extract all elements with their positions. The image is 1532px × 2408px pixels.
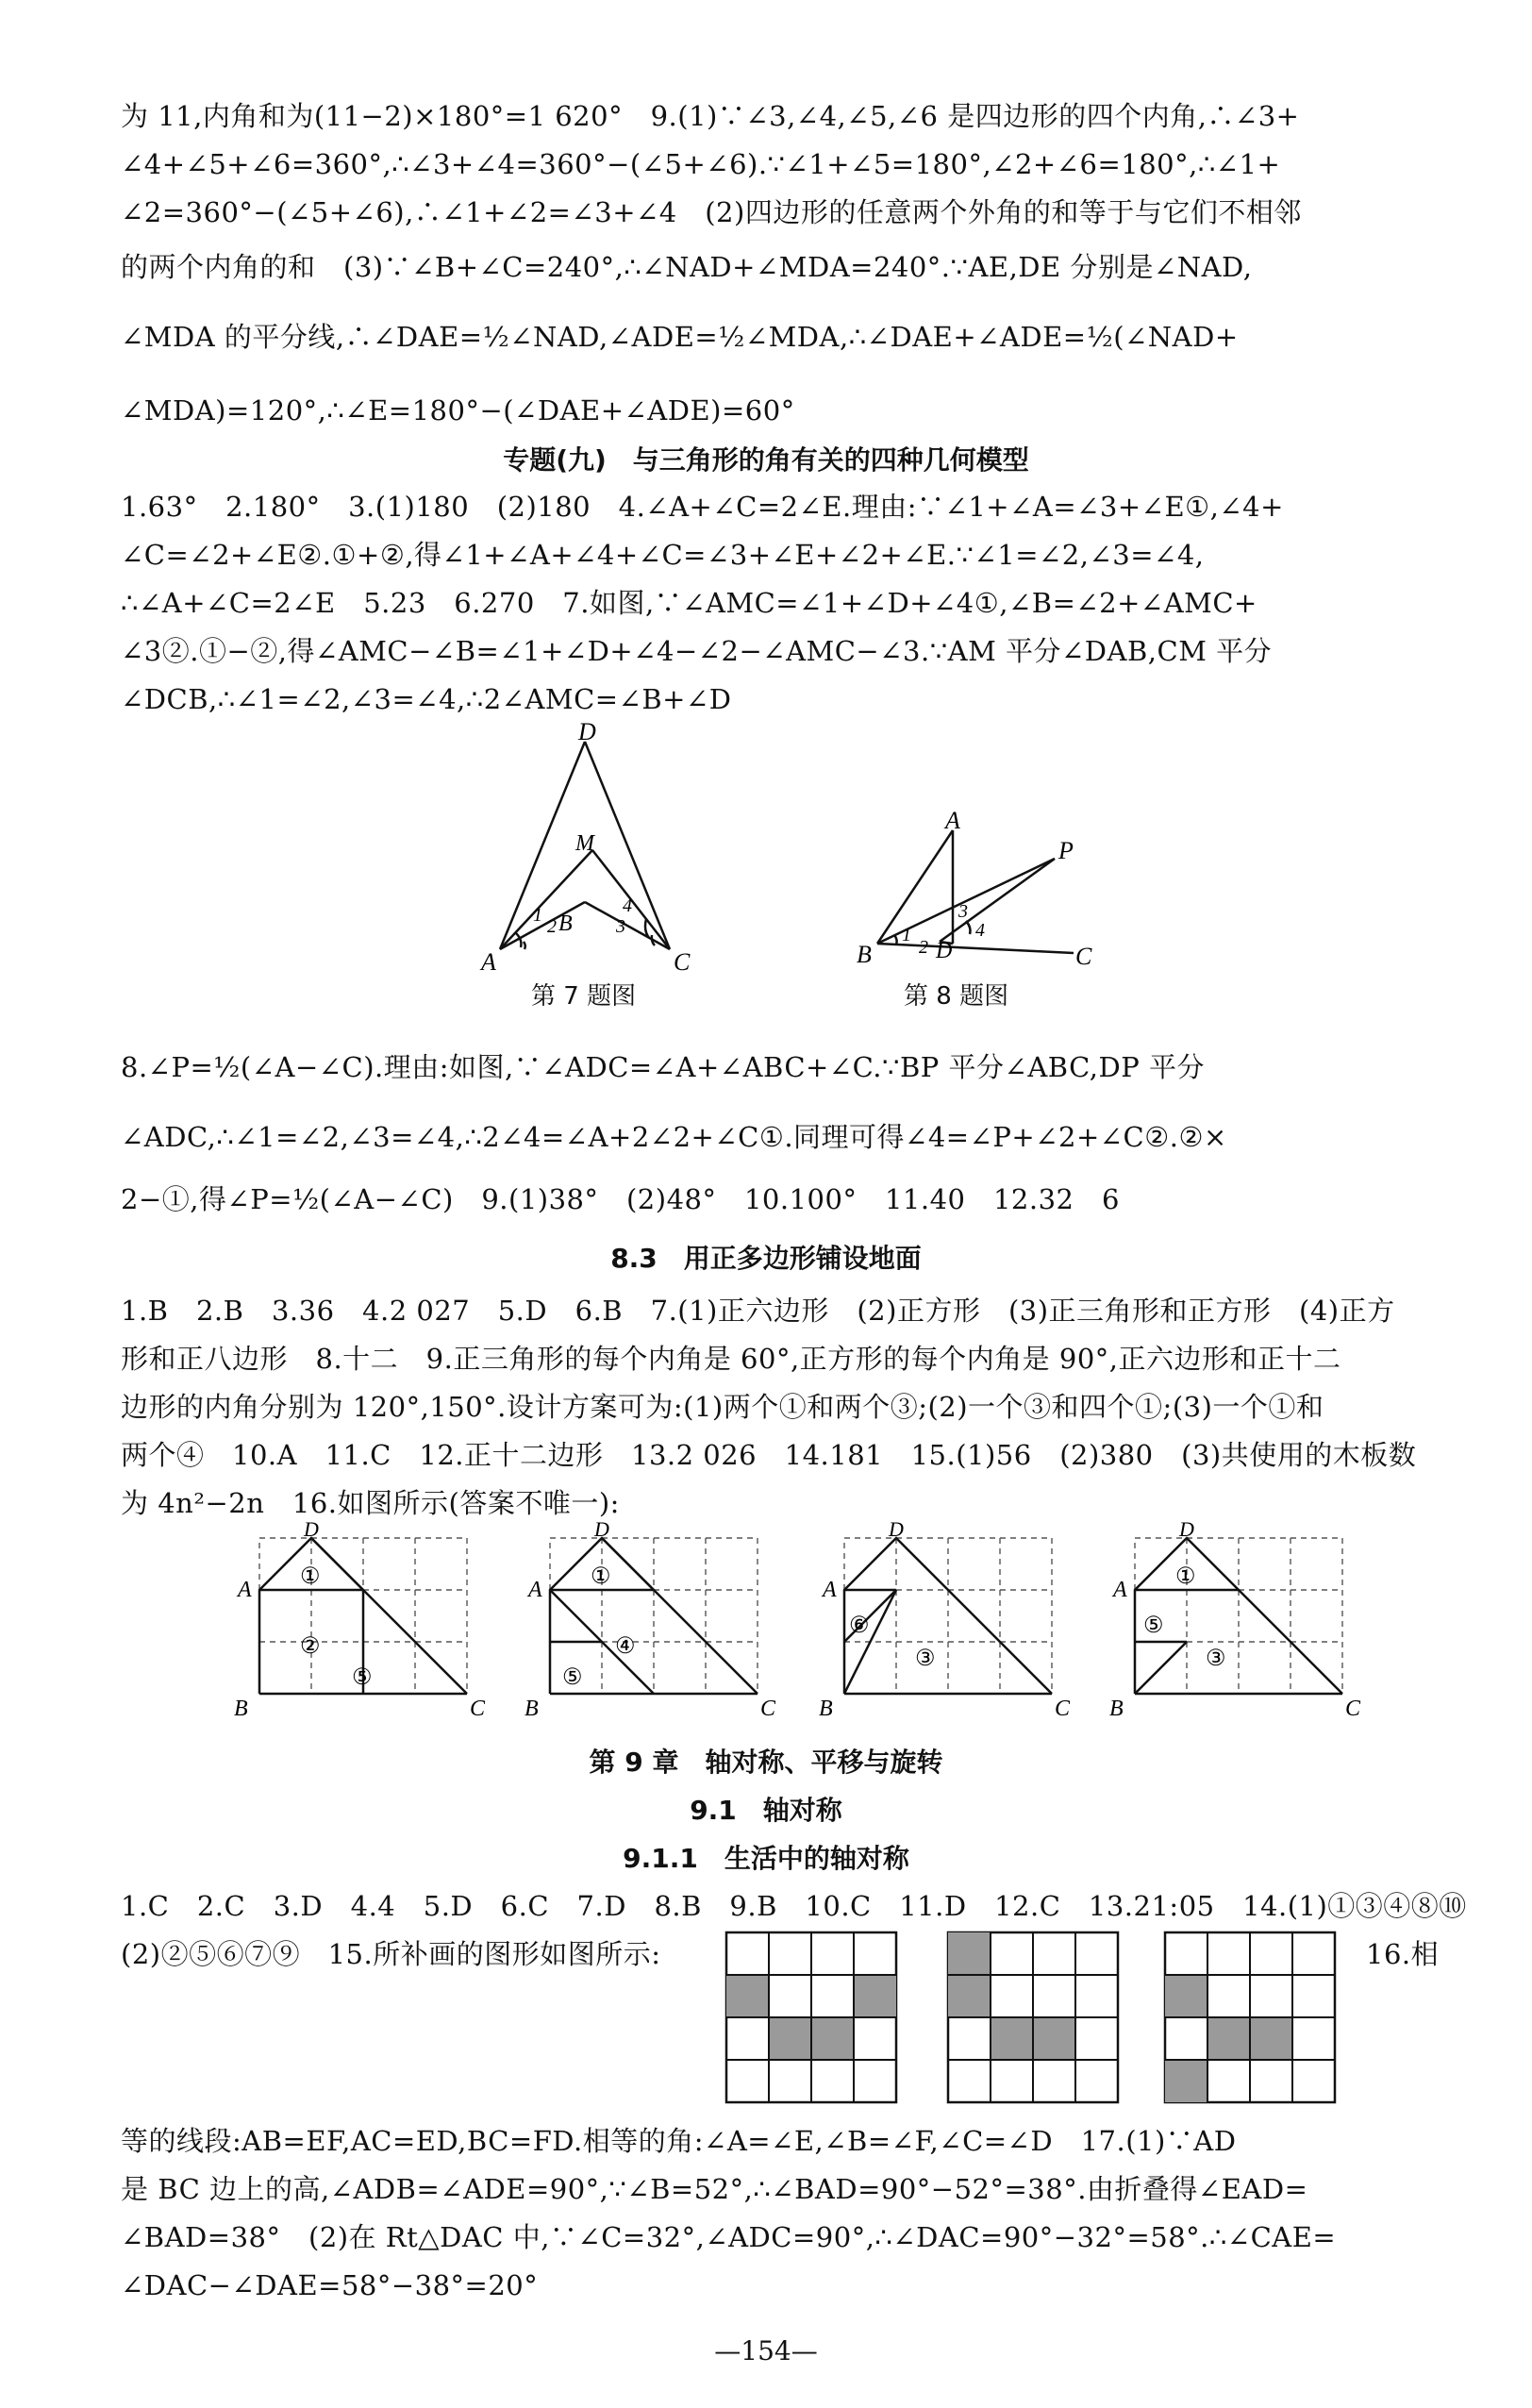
text-line: ∠2=360°−(∠5+∠6),∴∠1+∠2=∠3+∠4 (2)四边形的任意两个外角的和等于与它们不相邻 bbox=[121, 196, 1302, 228]
label-D: D bbox=[1179, 1517, 1194, 1541]
circle-number: ① bbox=[1175, 1564, 1196, 1589]
circle-number: ④ bbox=[615, 1634, 636, 1659]
label-B: B bbox=[857, 941, 872, 968]
text-line: 8.∠P=½(∠A−∠C).理由:如图,∵∠ADC=∠A+∠ABC+∠C.∵BP 平分∠ABC,DP 平分 bbox=[121, 1051, 1205, 1083]
circle-number: ① bbox=[300, 1564, 321, 1589]
label-C: C bbox=[760, 1697, 776, 1721]
section-title: 8.3 用正多边形铺设地面 bbox=[610, 1243, 922, 1274]
tiling-figures bbox=[226, 1517, 1361, 1727]
text-line: 是 BC 边上的高,∠ADB=∠ADE=90°,∵∠B=52°,∴∠BAD=90°−52°=38°.由折叠得∠EAD= bbox=[121, 2173, 1308, 2205]
circle-number: ⑤ bbox=[1143, 1614, 1164, 1638]
label-A: A bbox=[481, 948, 496, 976]
circle-number: ③ bbox=[1206, 1647, 1226, 1671]
text-line: ∠BAD=38° (2)在 Rt△DAC 中,∵∠C=32°,∠ADC=90°,∴∠DAC=90°−32°=58°.∴∠CAE= bbox=[121, 2221, 1337, 2253]
text-line: 1.C 2.C 3.D 4.4 5.D 6.C 7.D 8.B 9.B 10.C 11.D 12.C 13.21:05 14.(1)①③④⑧⑩ bbox=[121, 1890, 1467, 1922]
label-A: A bbox=[823, 1578, 837, 1602]
label-B: B bbox=[234, 1697, 248, 1721]
text-line: 1.63° 2.180° 3.(1)180 (2)180 4.∠A+∠C=2∠E.理由:∵∠1+∠A=∠3+∠E①,∠4+ bbox=[121, 491, 1284, 523]
label-C: C bbox=[470, 1697, 486, 1721]
fig8-caption: 第 8 题图 bbox=[904, 982, 1009, 1011]
text-line: ∠MDA)=120°,∴∠E=180°−(∠DAE+∠ADE)=60° bbox=[121, 394, 795, 426]
text-line: 边形的内角分别为 120°,150°.设计方案可为:(1)两个①和两个③;(2)一个③和四个①;(3)一个①和 bbox=[121, 1391, 1324, 1423]
angle-1: 1 bbox=[902, 925, 911, 945]
label-C: C bbox=[1345, 1697, 1361, 1721]
fig7-caption: 第 7 题图 bbox=[531, 982, 637, 1011]
text-line: ∠DAC−∠DAE=58°−38°=20° bbox=[121, 2269, 539, 2301]
angle-1: 1 bbox=[533, 905, 542, 926]
text-line: 的两个内角的和 (3)∵∠B+∠C=240°,∴∠NAD+∠MDA=240°.∵AE,DE 分别是∠NAD, bbox=[121, 251, 1253, 283]
circle-number: ② bbox=[300, 1634, 321, 1659]
text-line: ∠ADC,∴∠1=∠2,∠3=∠4,∴2∠4=∠A+2∠2+∠C①.同理可得∠4=∠P+∠2+∠C②.②× bbox=[121, 1121, 1227, 1153]
angle-2: 2 bbox=[547, 916, 557, 937]
label-B: B bbox=[558, 911, 573, 936]
text-line: 形和正八边形 8.十二 9.正三角形的每个内角是 60°,正方形的每个内角是 90°,正六边形和正十二 bbox=[121, 1343, 1341, 1375]
circle-number: ① bbox=[591, 1564, 611, 1589]
label-A: A bbox=[238, 1578, 252, 1602]
text-line: 等的线段:AB=EF,AC=ED,BC=FD.相等的角:∠A=∠E,∠B=∠F,∠C=∠D 17.(1)∵AD bbox=[121, 2125, 1237, 2157]
text-line: 为 4n²−2n 16.如图所示(答案不唯一): bbox=[121, 1487, 620, 1519]
circle-number: ③ bbox=[915, 1647, 936, 1671]
label-M: M bbox=[575, 831, 594, 856]
text-line: ∠MDA 的平分线,∴∠DAE=½∠NAD,∠ADE=½∠MDA,∴∠DAE+∠ADE=½(∠NAD+ bbox=[121, 321, 1239, 353]
text-line: 2−①,得∠P=½(∠A−∠C) 9.(1)38° (2)48° 10.100° 11.40 12.32 6 bbox=[121, 1183, 1120, 1215]
text-line: ∠3②.①−②,得∠AMC−∠B=∠1+∠D+∠4−∠2−∠AMC−∠3.∵AM 平分∠DAB,CM 平分 bbox=[121, 635, 1273, 667]
text-line: (2)②⑤⑥⑦⑨ 15.所补画的图形如图所示: bbox=[121, 1938, 661, 1970]
label-D: D bbox=[578, 718, 596, 745]
circle-number: ⑥ bbox=[849, 1614, 870, 1638]
symmetry-grids bbox=[726, 1932, 1340, 2112]
section-title: 9.1 轴对称 bbox=[690, 1795, 842, 1826]
label-A: A bbox=[945, 807, 960, 834]
label-D: D bbox=[594, 1517, 609, 1541]
angle-3: 3 bbox=[958, 901, 968, 922]
angle-2: 2 bbox=[919, 937, 928, 958]
label-C: C bbox=[674, 948, 691, 976]
text-line: 16.相 bbox=[1366, 1938, 1440, 1970]
label-D: D bbox=[936, 939, 953, 963]
label-P: P bbox=[1058, 837, 1074, 864]
text-line: 两个④ 10.A 11.C 12.正十二边形 13.2 026 14.181 15.(1)56 (2)380 (3)共使用的木板数 bbox=[121, 1439, 1417, 1471]
label-C: C bbox=[1055, 1697, 1071, 1721]
label-C: C bbox=[1075, 943, 1092, 970]
label-B: B bbox=[819, 1697, 833, 1721]
label-D: D bbox=[889, 1517, 904, 1541]
page-number: —154— bbox=[714, 2335, 818, 2366]
section-title: 9.1.1 生活中的轴对称 bbox=[623, 1843, 909, 1874]
figure-7 bbox=[481, 718, 726, 976]
label-A: A bbox=[1113, 1578, 1127, 1602]
label-D: D bbox=[304, 1517, 319, 1541]
text-line: 为 11,内角和为(11−2)×180°=1 620° 9.(1)∵∠3,∠4,∠5,∠6 是四边形的四个内角,∴∠3+ bbox=[121, 100, 1300, 132]
angle-3: 3 bbox=[616, 916, 625, 937]
section-title: 专题(九) 与三角形的角有关的四种几何模型 bbox=[503, 444, 1029, 476]
label-B: B bbox=[1109, 1697, 1124, 1721]
angle-4: 4 bbox=[623, 895, 632, 916]
text-line: ∠C=∠2+∠E②.①+②,得∠1+∠A+∠4+∠C=∠3+∠E+∠2+∠E.∵∠1=∠2,∠3=∠4, bbox=[121, 539, 1205, 571]
text-line: ∠DCB,∴∠1=∠2,∠3=∠4,∴2∠AMC=∠B+∠D bbox=[121, 683, 732, 715]
chapter-title: 第 9 章 轴对称、平移与旋转 bbox=[589, 1747, 943, 1778]
angle-4: 4 bbox=[975, 920, 985, 941]
label-B: B bbox=[525, 1697, 539, 1721]
text-line: 1.B 2.B 3.36 4.2 027 5.D 6.B 7.(1)正六边形 (2)正方形 (3)正三角形和正方形 (4)正方 bbox=[121, 1295, 1395, 1327]
circle-number: ⑤ bbox=[352, 1665, 373, 1690]
label-A: A bbox=[528, 1578, 542, 1602]
figure-8 bbox=[849, 802, 1113, 972]
text-line: ∠4+∠5+∠6=360°,∴∠3+∠4=360°−(∠5+∠6).∵∠1+∠5=180°,∠2+∠6=180°,∴∠1+ bbox=[121, 148, 1281, 180]
circle-number: ⑤ bbox=[562, 1665, 583, 1690]
text-line: ∴∠A+∠C=2∠E 5.23 6.270 7.如图,∵∠AMC=∠1+∠D+∠4①,∠B=∠2+∠AMC+ bbox=[121, 587, 1257, 619]
